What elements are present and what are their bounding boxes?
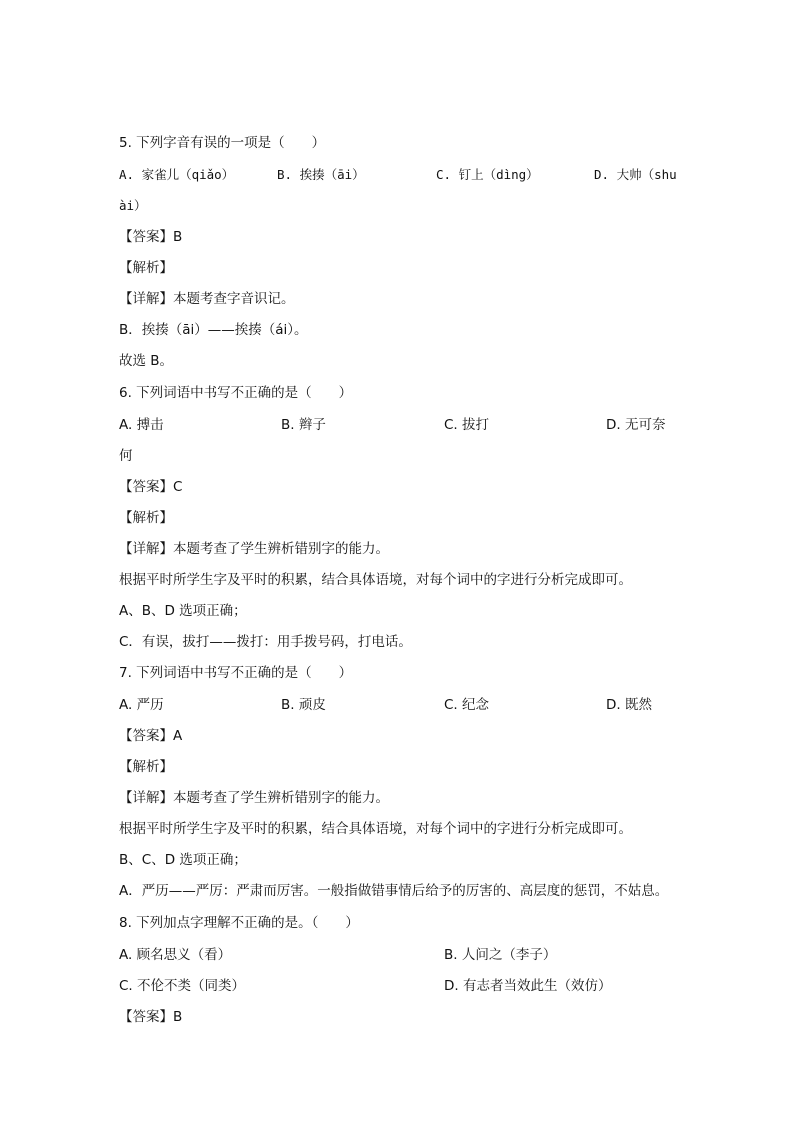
q6-explain-1: 根据平时所学生字及平时的积累，结合具体语境，对每个词中的字进行分析完成即可。 — [119, 572, 632, 588]
q6-explain-3: C．有误，拔打——拨打：用手拨号码，打电话。 — [119, 634, 412, 650]
q6-option-d: D. 无可奈 — [606, 417, 666, 433]
q6-option-wrap: 何 — [119, 448, 133, 464]
q6-detail: 【详解】本题考查了学生辨析错别字的能力。 — [119, 541, 389, 557]
q7-explain-1: 根据平时所学生字及平时的积累，结合具体语境，对每个词中的字进行分析完成即可。 — [119, 821, 632, 837]
q6-analysis-label: 【解析】 — [119, 510, 173, 526]
q7-detail: 【详解】本题考查了学生辨析错别字的能力。 — [119, 790, 389, 806]
q7-explain-2: B、C、D 选项正确； — [119, 852, 247, 868]
q5-analysis-label: 【解析】 — [119, 260, 173, 276]
q5-detail: 【详解】本题考查字音识记。 — [119, 291, 295, 307]
q5-explain-1: B．挨揍（āi）——挨揍（ái）。 — [119, 322, 308, 338]
q5-option-a: A. 家雀儿（qiǎo） — [119, 167, 235, 182]
q6-answer: 【答案】C — [119, 479, 183, 495]
q8-option-d: D. 有志者当效此生（效仿） — [444, 978, 612, 994]
q5-option-c: C. 钉上（dìng） — [436, 167, 539, 182]
q6-option-b: B. 辫子 — [281, 417, 326, 433]
q7-option-d: D. 既然 — [606, 697, 652, 713]
q8-stem: 8. 下列加点字理解不正确的是。（ ） — [119, 915, 359, 931]
q8-option-b: B. 人问之（李子） — [444, 947, 557, 963]
q7-analysis-label: 【解析】 — [119, 759, 173, 775]
q7-option-a: A. 严历 — [119, 697, 164, 713]
q7-stem: 7. 下列词语中书写不正确的是（ ） — [119, 665, 353, 681]
q7-option-c: C. 纪念 — [444, 697, 490, 713]
q5-answer: 【答案】B — [119, 229, 183, 245]
q6-option-a: A. 搏击 — [119, 417, 164, 433]
q6-stem: 6. 下列词语中书写不正确的是（ ） — [119, 385, 353, 401]
q5-option-d: D. 大帅（shu — [594, 167, 677, 182]
q7-option-b: B. 顽皮 — [281, 697, 326, 713]
q7-answer: 【答案】A — [119, 728, 183, 744]
q5-explain-2: 故选 B。 — [119, 353, 174, 369]
q8-option-c: C. 不伦不类（同类） — [119, 978, 246, 994]
q6-explain-2: A、B、D 选项正确； — [119, 603, 247, 619]
q5-stem: 5. 下列字音有误的一项是（ ） — [119, 135, 326, 151]
q7-explain-3: A．严历——严厉：严肃而厉害。一般指做错事情后给予的厉害的、高层度的惩罚，不姑息。 — [119, 883, 669, 899]
q5-option-wrap: ài） — [119, 198, 147, 213]
q6-option-c: C. 拔打 — [444, 417, 490, 433]
q5-option-b: B. 挨揍（āi） — [277, 167, 365, 182]
q8-answer: 【答案】B — [119, 1009, 183, 1025]
q8-option-a: A. 顾名思义（看） — [119, 947, 232, 963]
